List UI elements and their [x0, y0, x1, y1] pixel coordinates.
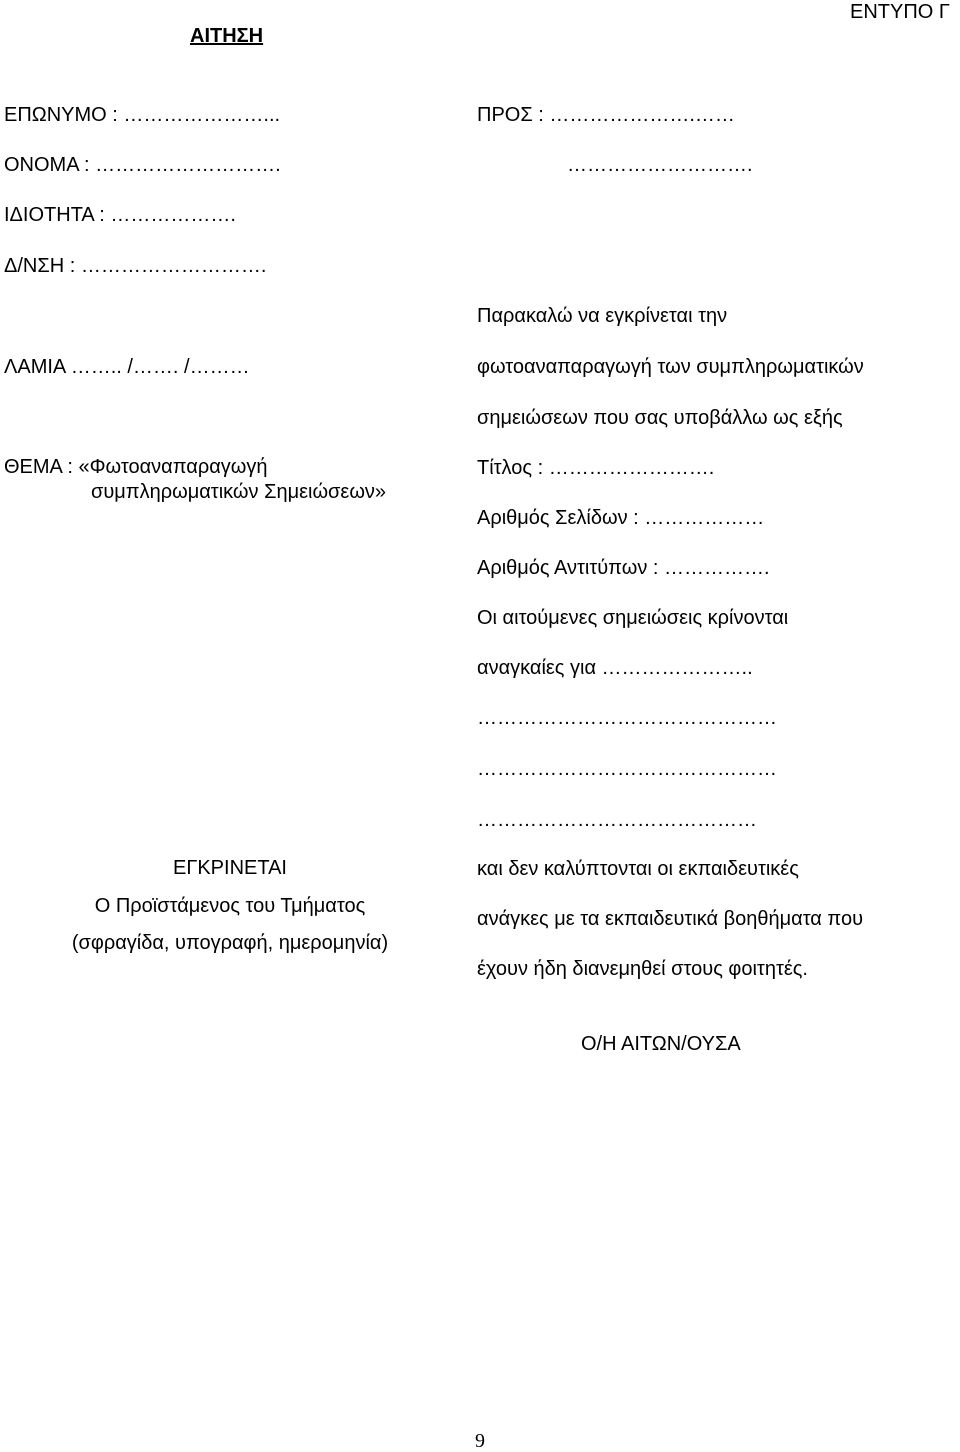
page-number: 9	[475, 1430, 485, 1452]
reason-dots-1: ………………………………………	[477, 707, 777, 729]
subject-line-2: συμπληρωματικών Σημειώσεων»	[91, 481, 387, 503]
closing-line-2: ανάγκες με τα εκπαιδευτικά βοηθήματα που	[477, 908, 864, 930]
copies-count-field: Αριθμός Αντιτύπων : …………….	[477, 557, 770, 579]
page-title: ΑΙΤΗΣΗ	[190, 25, 264, 47]
reason-line-1: Οι αιτούμενες σημειώσεις κρίνονται	[477, 607, 789, 629]
closing-line-1: και δεν καλύπτονται οι εκπαιδευτικές	[477, 858, 799, 880]
reason-dots-2: ………………………………………	[477, 758, 777, 780]
reason-line-2: αναγκαίες για …………………..	[477, 657, 753, 679]
recipient-field: ΠΡΟΣ : ………………….……	[477, 104, 735, 126]
recipient-line-2: ……………………….	[567, 154, 753, 176]
approval-note: (σφραγίδα, υπογραφή, ημερομηνία)	[71, 932, 389, 954]
approval-role: Ο Προϊστάμενος του Τμήματος	[94, 895, 366, 917]
request-intro-2: φωτοαναπαραγωγή των συμπληρωματικών	[477, 356, 864, 378]
subject-line-1: ΘΕΜΑ : «Φωτοαναπαραγωγή	[4, 456, 268, 478]
approval-heading: ΕΓΚΡΙΝΕΤΑΙ	[172, 857, 287, 879]
request-intro-1: Παρακαλώ να εγκρίνεται την	[477, 305, 728, 327]
place-date: ΛΑΜΙΑ …….. /……. /………	[4, 356, 250, 378]
name-field: ΟΝΟΜΑ : ……………………….	[4, 154, 281, 176]
capacity-field: ΙΔΙΟΤΗΤΑ : ……………….	[4, 204, 236, 226]
surname-field: ΕΠΩΝΥΜΟ : …………………...	[4, 104, 281, 126]
applicant-signature-label: Ο/Η ΑΙΤΩΝ/ΟΥΣΑ	[581, 1033, 741, 1055]
reason-dots-3: ……………………………………	[477, 809, 757, 831]
notes-title-field: Τίτλος : …………………….	[477, 457, 715, 479]
pages-count-field: Αριθμός Σελίδων : ………………	[477, 507, 765, 529]
address-field: Δ/ΝΣΗ : ……………………….	[4, 255, 267, 277]
request-intro-3: σημειώσεων που σας υποβάλλω ως εξής	[477, 407, 843, 429]
closing-line-3: έχουν ήδη διανεμηθεί στους φοιτητές.	[477, 958, 808, 980]
form-code: ΕΝΤΥΠΟ Γ	[850, 1, 950, 23]
